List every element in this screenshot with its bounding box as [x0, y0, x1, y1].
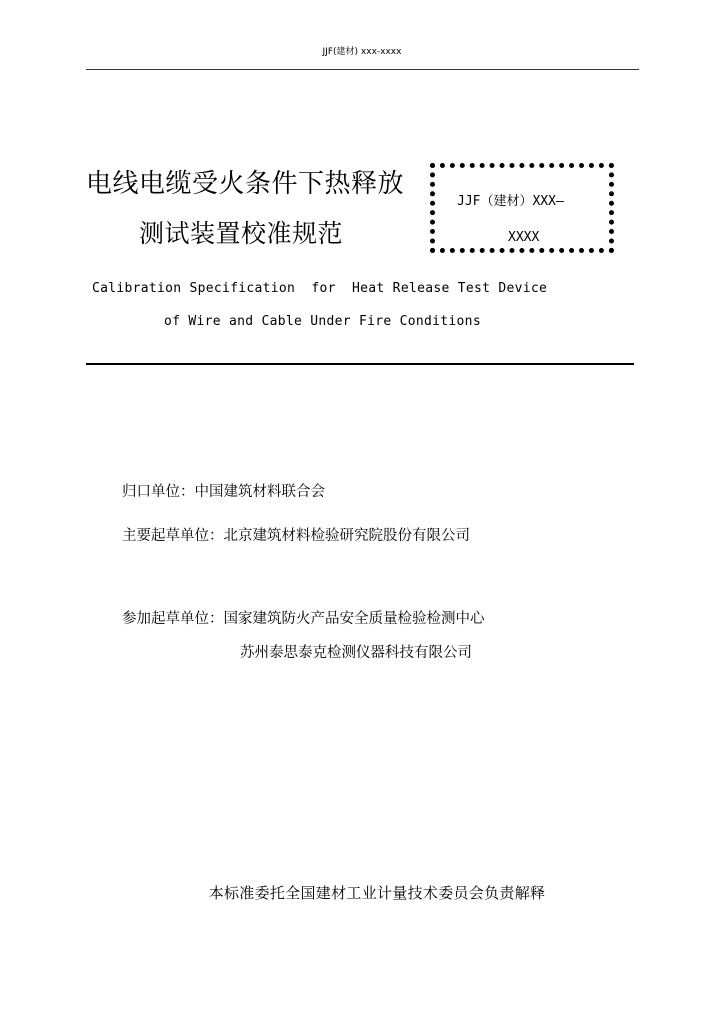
- title-divider: [86, 363, 634, 365]
- english-title-line1: Calibration Specification for Heat Release Test Device: [92, 281, 548, 296]
- header-code: JJF(建材) xxx-xxxx: [322, 47, 402, 57]
- chinese-title-line1: 电线电缆受火条件下热释放: [86, 169, 405, 199]
- english-title-line2: of Wire and Cable Under Fire Conditions: [164, 314, 481, 329]
- responsible-unit-label: 归口单位：: [122, 484, 195, 500]
- main-drafter-row: [122, 524, 470, 545]
- chinese-title-line2: 测试装置校准规范: [139, 219, 344, 248]
- participating-drafter-label: 参加起草单位：: [122, 611, 224, 627]
- standard-code-line1: JJF（建材）XXX—: [457, 194, 564, 209]
- footer-interpretation-note: 本标准委托全国建材工业计量技术委员会负责解释: [208, 884, 546, 902]
- header-divider: [86, 69, 639, 70]
- responsible-unit-value: 中国建筑材料联合会: [194, 484, 325, 500]
- participating-drafter-value-2: 苏州泰思泰克检测仪器科技有限公司: [240, 645, 472, 661]
- participating-drafter-value-1: 国家建筑防火产品安全质量检验检测中心: [223, 611, 485, 627]
- responsible-unit-row: [122, 480, 325, 501]
- main-drafter-label: 主要起草单位：: [122, 528, 224, 544]
- participating-drafter-row-2: [240, 641, 472, 662]
- main-drafter-value: 北京建筑材料检验研究院股份有限公司: [223, 528, 470, 544]
- standard-code-line2: XXXX: [508, 230, 540, 245]
- participating-drafter-row: [122, 607, 485, 628]
